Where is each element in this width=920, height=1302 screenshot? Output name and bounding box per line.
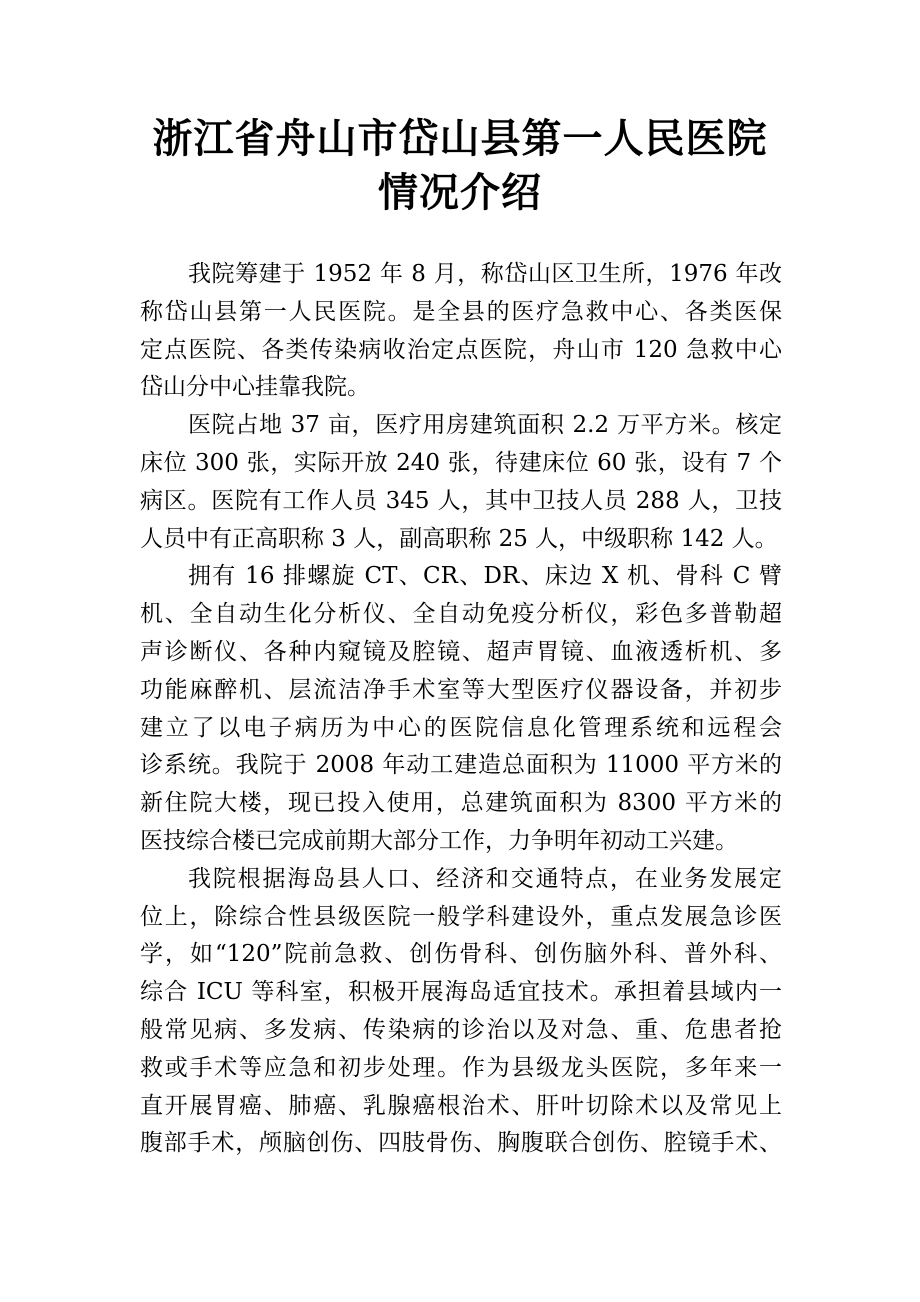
- text-line: 新住院大楼，现已投入使用，总建筑面积为 8300 平方米的: [140, 790, 782, 817]
- text-line: 定点医院、各类传染病收治定点医院，舟山市 120 急救中心: [140, 336, 782, 363]
- text-line: 病区。医院有工作人员 345 人，其中卫技人员 288 人，卫技: [140, 487, 782, 514]
- document-body: [140, 256, 782, 1163]
- text-line: 救或手术等应急和初步处理。作为县级龙头医院，多年来一: [140, 1054, 782, 1081]
- text-line: 医院占地 37 亩，医疗用房建筑面积 2.2 万平方米。核定: [188, 412, 782, 439]
- paragraph-4: [140, 861, 782, 1163]
- text-line: 床位 300 张，实际开放 240 张，待建床位 60 张，设有 7 个: [140, 449, 782, 476]
- text-line: 我院筹建于 1952 年 8 月，称岱山区卫生所，1976 年改: [188, 261, 782, 287]
- text-line: 功能麻醉机、层流洁净手术室等大型医疗仪器设备，并初步: [140, 676, 782, 703]
- paragraph-1: [140, 256, 782, 407]
- text-line: 医技综合楼已完成前期大部分工作，力争明年初动工兴建。: [140, 827, 738, 854]
- text-line: 直开展胃癌、肺癌、乳腺癌根治术、肝叶切除术以及常见上: [140, 1092, 782, 1119]
- text-line: 拥有 16 排螺旋 CT、CR、DR、床边 X 机、骨科 C 臂: [188, 563, 782, 590]
- title-line-2: 情况介绍: [378, 170, 542, 216]
- text-line: 腹部手术，颅脑创伤、四肢骨伤、胸腹联合创伤、腔镜手术、: [140, 1130, 782, 1157]
- text-line: 综合 ICU 等科室，积极开展海岛适宜技术。承担着县域内一: [140, 979, 782, 1006]
- text-line: 学，如“120”院前急救、创伤骨科、创伤脑外科、普外科、: [140, 941, 782, 968]
- text-line: 我院根据海岛县人口、经济和交通特点，在业务发展定: [188, 865, 782, 892]
- text-line: 位上，除综合性县级医院一般学科建设外，重点发展急诊医: [140, 903, 782, 930]
- text-line: 称岱山县第一人民医院。是全县的医疗急救中心、各类医保: [140, 298, 782, 325]
- title-line-1: 浙江省舟山市岱山县第一人民医院: [152, 116, 768, 162]
- text-line: 人员中有正高职称 3 人，副高职称 25 人，中级职称 142 人。: [140, 525, 778, 552]
- text-line: 诊系统。我院于 2008 年动工建造总面积为 11000 平方米的: [140, 752, 782, 779]
- document-title: [0, 112, 920, 220]
- paragraph-2: [140, 407, 782, 558]
- text-line: 声诊断仪、各种内窥镜及腔镜、超声胃镜、血液透析机、多: [140, 638, 782, 665]
- text-line: 般常见病、多发病、传染病的诊治以及对急、重、危患者抢: [140, 1016, 782, 1043]
- text-line: 建立了以电子病历为中心的医院信息化管理系统和远程会: [140, 714, 782, 741]
- text-line: 机、全自动生化分析仪、全自动免疫分析仪，彩色多普勒超: [140, 601, 782, 628]
- text-line: 岱山分中心挂靠我院。: [140, 374, 370, 401]
- paragraph-3: [140, 558, 782, 860]
